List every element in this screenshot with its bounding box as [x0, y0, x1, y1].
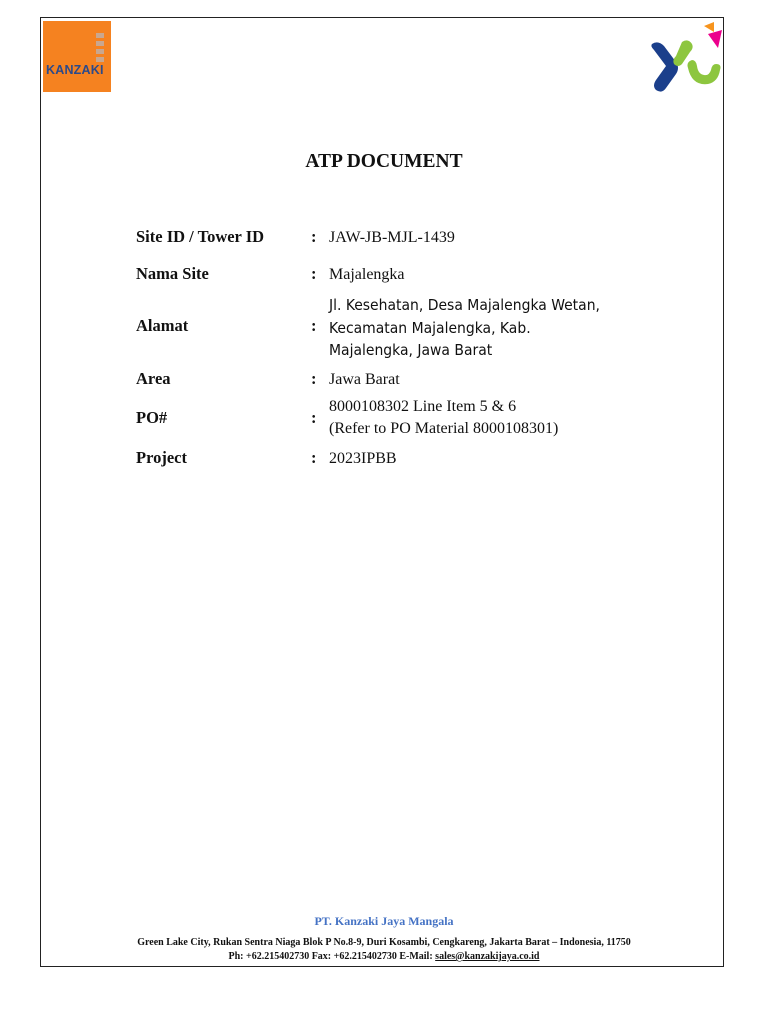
alamat-value [329, 294, 600, 362]
footer-contact [0, 951, 768, 962]
colon: : [311, 264, 317, 283]
alamat-label: Alamat [136, 316, 189, 335]
area-value: Jawa Barat [329, 371, 400, 388]
po-line: (Refer to PO Material 8000108301) [329, 420, 559, 437]
site-id-value: JAW-JB-MJL-1439 [329, 229, 455, 246]
colon: : [311, 316, 317, 335]
area-label: Area [136, 369, 171, 388]
alamat-line: Majalengka, Jawa Barat [329, 341, 493, 359]
footer-address: Green Lake City, Rukan Sentra Niaga Blok P No.8-9, Duri Kosambi, Cengkareng, Jakarta Barat – Indonesia, 11750 [137, 937, 631, 948]
project-value: 2023IPBB [329, 450, 397, 467]
colon: : [311, 227, 317, 246]
footer-phone-fax: Ph: +62.215402730 Fax: +62.215402730 E-Mail: [228, 951, 436, 962]
colon: : [311, 369, 317, 388]
logo-bars-icon [96, 33, 104, 67]
footer-company-name: PT. Kanzaki Jaya Mangala [314, 914, 454, 928]
alamat-line: Jl. Kesehatan, Desa Majalengka Wetan, [329, 296, 600, 314]
po-line: 8000108302 Line Item 5 & 6 [329, 398, 517, 415]
alamat-line: Kecamatan Majalengka, Kab. [329, 318, 531, 337]
po-label: PO# [136, 408, 168, 427]
kanzaki-logo [43, 21, 111, 92]
nama-site-label: Nama Site [136, 264, 209, 283]
project-label: Project [136, 448, 187, 467]
nama-site-value: Majalengka [329, 266, 405, 283]
email-link[interactable]: sales@kanzakijaya.co.id [435, 951, 540, 962]
po-value [329, 396, 558, 440]
document-title: ATP DOCUMENT [305, 151, 463, 172]
colon: : [311, 408, 317, 427]
site-id-label: Site ID / Tower ID [136, 227, 265, 246]
colon: : [311, 448, 317, 467]
xl-logo-icon [648, 20, 726, 94]
kanzaki-logo-text: KANZAKI [46, 63, 104, 77]
